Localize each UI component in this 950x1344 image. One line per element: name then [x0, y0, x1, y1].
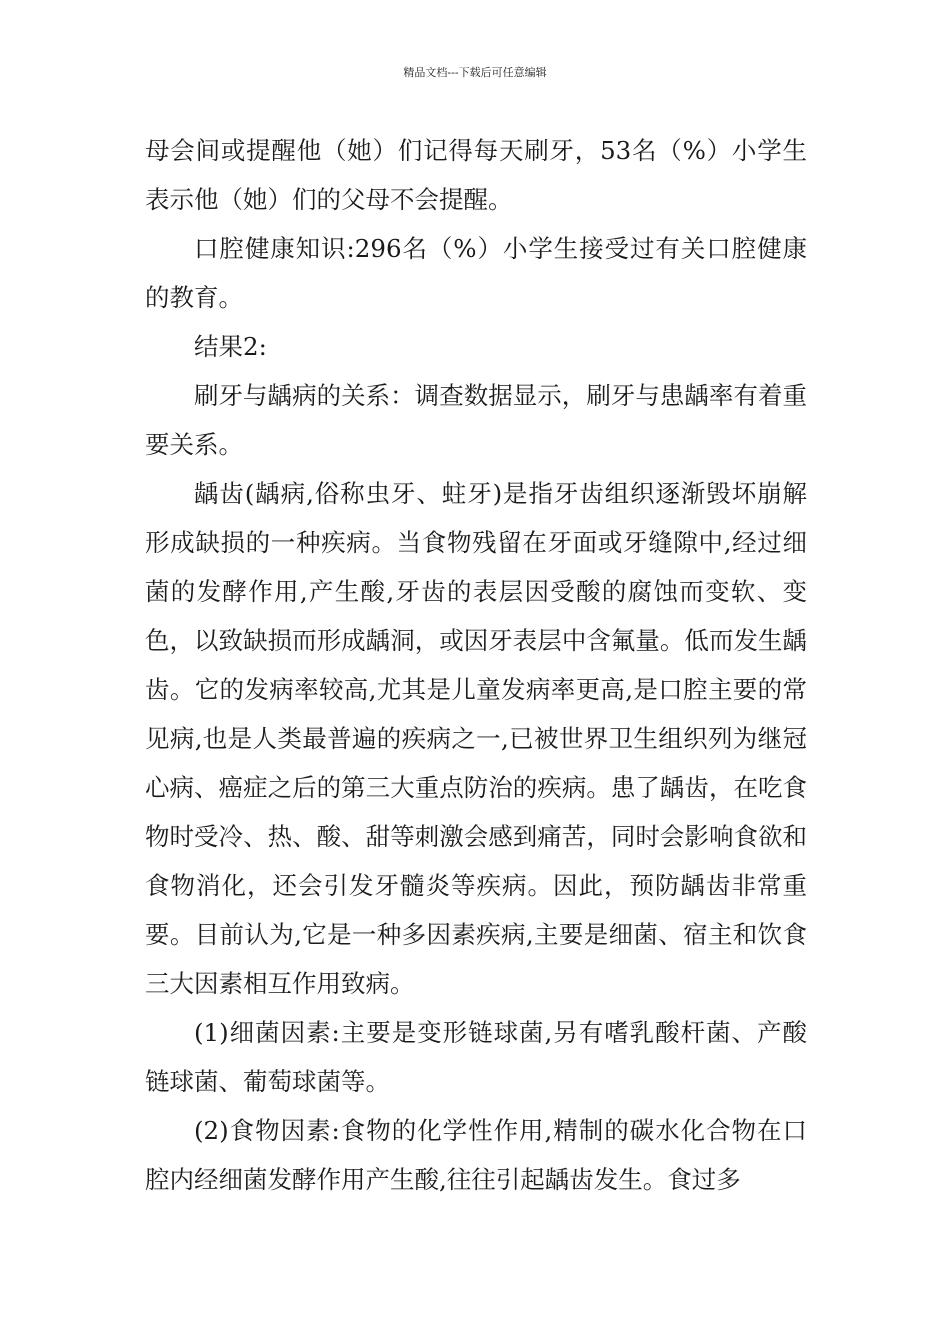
- page-header: 精品文档---下载后可任意编辑: [403, 66, 547, 79]
- paragraph-food-factor: (2)食物因素:食物的化学性作用,精制的碳水化合物在口腔内经细菌发酵作用产生酸,往往引起龋齿发生。食过多: [145, 1116, 807, 1194]
- document-body: [145, 126, 807, 1204]
- paragraph-bacterial-factor: (1)细菌因素:主要是变形链球菌,另有嗜乳酸杆菌、产酸链球菌、葡萄球菌等。: [145, 1018, 807, 1096]
- paragraph-brushing-caries-relation: 刷牙与龋病的关系：调查数据显示，刷牙与患龋率有着重要关系。: [145, 381, 807, 459]
- paragraph-parent-reminder: 母会间或提醒他（她）们记得每天刷牙，53名（%）小学生表示他（她）们的父母不会提醒。: [145, 136, 807, 214]
- paragraph-result-2-heading: 结果2:: [194, 332, 267, 361]
- paragraph-oral-health-knowledge: 口腔健康知识:296名（%）小学生接受过有关口腔健康的教育。: [145, 234, 807, 312]
- paragraph-caries-description: 龋齿(龋病,俗称虫牙、蛀牙)是指牙齿组织逐渐毁坏崩解形成缺损的一种疾病。当食物残留在牙面或牙缝隙中,经过细菌的发酵作用,产生酸,牙齿的表层因受酸的腐蚀而变软、变色，以致缺损而形成龋洞，或因牙表层中含氟量。低而发生龋齿。它的发病率较高,尤其是儿童发病率更高,是口腔主要的常见病,也是人类最普遍的疾病之一,已被世界卫生组织列为继冠心病、癌症之后的第三大重点防治的疾病。患了龋齿，在吃食物时受冷、热、酸、甜等刺激会感到痛苦，同时会影响食欲和食物消化，还会引发牙髓炎等疾病。因此，预防龋齿非常重要。目前认为,它是一种多因素疾病,主要是细菌、宿主和饮食三大因素相互作用致病。: [145, 479, 807, 998]
